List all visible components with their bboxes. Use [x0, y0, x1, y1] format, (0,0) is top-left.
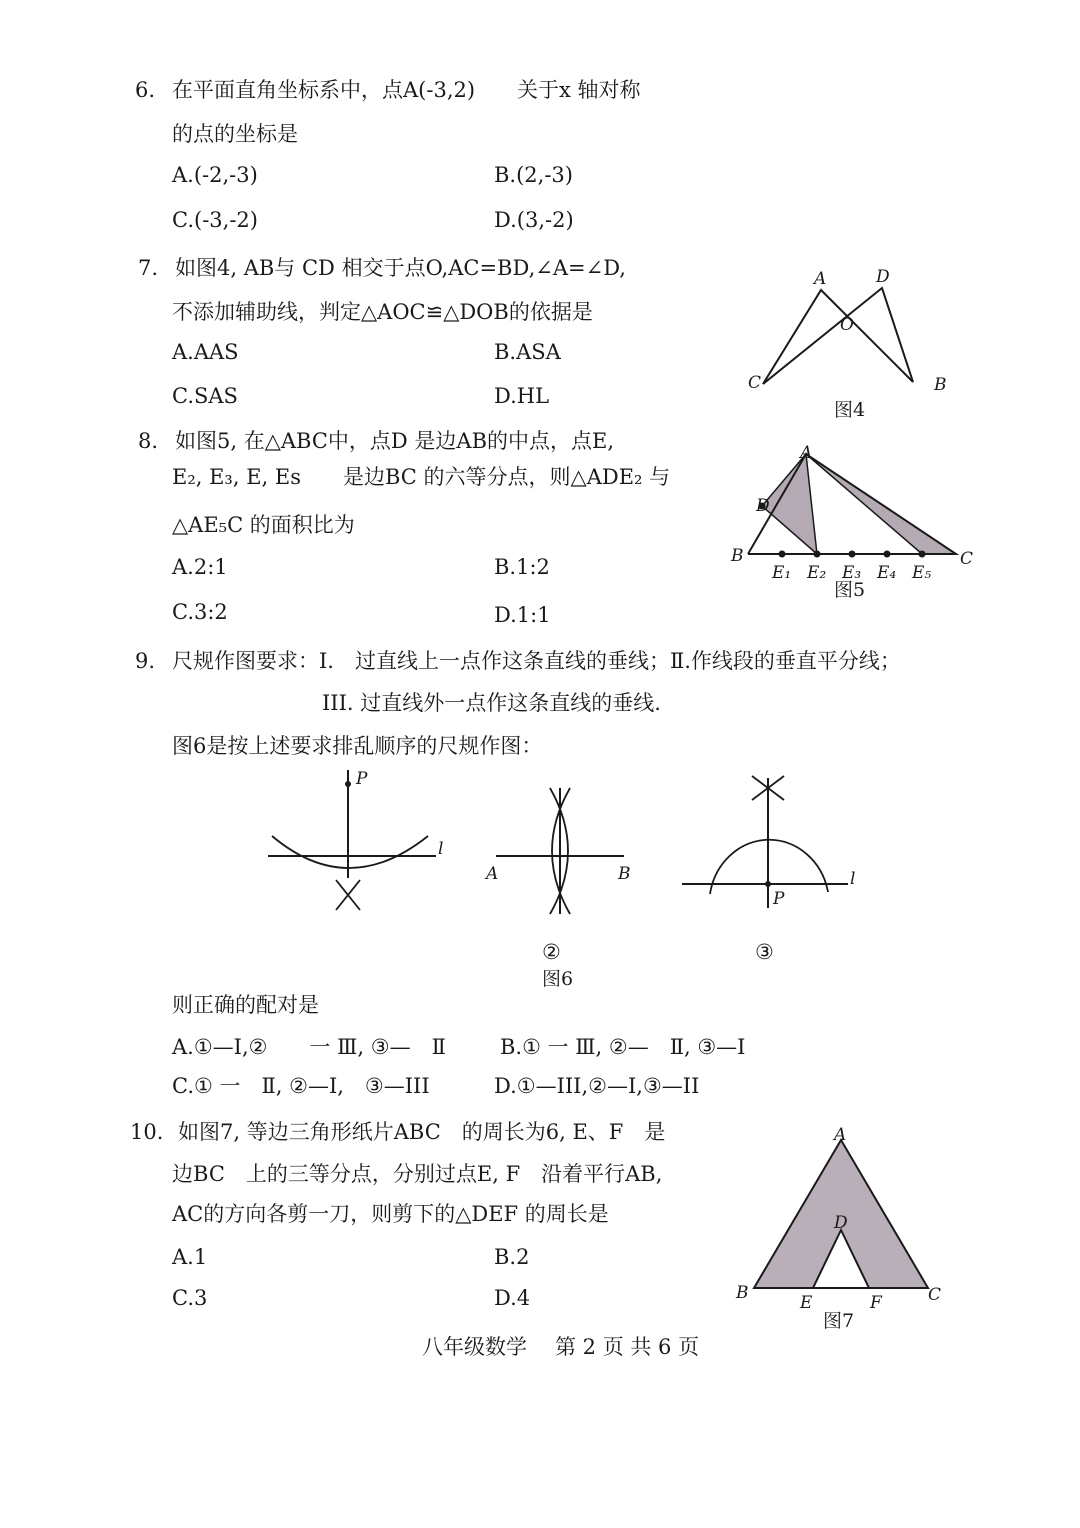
- label-d: D: [756, 496, 770, 516]
- option-b: B.① 一 Ⅲ, ②— Ⅱ, ③—I: [500, 1035, 746, 1059]
- option-d: D.①—III,②—I,③—II: [494, 1074, 700, 1098]
- figure-5-caption: 图5: [834, 579, 866, 601]
- point-e4: [884, 551, 891, 558]
- figure-4-caption: 图4: [834, 399, 866, 421]
- question-number: 10.: [130, 1120, 164, 1144]
- label-e1: E₁: [772, 563, 792, 583]
- sub-label-2: ②: [542, 940, 561, 964]
- label-b: B: [731, 546, 744, 566]
- label-a: A: [800, 443, 813, 463]
- option-b: B.(2,-3): [494, 163, 573, 187]
- option-d: D.HL: [494, 384, 550, 408]
- label-c: C: [960, 549, 974, 569]
- figure-6-construction-1: [262, 760, 462, 920]
- label-e5: E₅: [912, 563, 932, 583]
- label-d: D: [876, 267, 890, 287]
- question-text-line3: AC的方向各剪一刀，则剪下的△DEF 的周长是: [172, 1202, 609, 1226]
- point-e1: [779, 551, 786, 558]
- label-b: B: [618, 864, 631, 884]
- option-a: A.(-2,-3): [172, 163, 258, 187]
- question-text-line2: E₂, E₃, E, Es 是边BC 的六等分点，则△ADE₂ 与: [172, 465, 671, 489]
- option-c: C.3: [172, 1286, 208, 1310]
- option-c: C.(-3,-2): [172, 208, 258, 232]
- figure-7: [730, 1120, 960, 1313]
- question-text-line1: 在平面直角坐标系中，点A(-3,2) 关于x 轴对称: [172, 78, 641, 102]
- question-number: 8.: [138, 429, 159, 453]
- question-number: 6.: [135, 78, 156, 102]
- option-a: A.1: [172, 1245, 208, 1269]
- footer-page-number: 第 2 页 共 6 页: [555, 1335, 700, 1359]
- triangle-ade2: [762, 454, 817, 554]
- option-d: D.1:1: [494, 603, 551, 627]
- figure-6-construction-2: [482, 780, 642, 920]
- figure-7-caption: 图7: [823, 1310, 855, 1332]
- point-e5: [919, 551, 926, 558]
- option-b: B.2: [494, 1245, 530, 1269]
- label-e3: E₃: [842, 563, 862, 583]
- label-p: P: [773, 889, 785, 909]
- question-text-line2: 不添加辅助线，判定△AOC≌△DOB的依据是: [172, 300, 593, 324]
- label-l: l: [438, 839, 444, 859]
- question-text-line3: 图6是按上述要求排乱顺序的尺规作图：: [172, 734, 543, 758]
- figure-6-construction-3: [678, 768, 868, 918]
- label-a: A: [834, 1125, 847, 1145]
- point-e3: [849, 551, 856, 558]
- label-b: B: [736, 1283, 749, 1303]
- label-o: O: [840, 315, 854, 335]
- sub-label-3: ③: [755, 940, 774, 964]
- line-c-d-b: [763, 288, 913, 384]
- label-e: E: [800, 1293, 813, 1313]
- option-c: C.① 一 Ⅱ, ②—I, ③—III: [172, 1074, 430, 1098]
- question-text-line1: 如图7, 等边三角形纸片ABC 的周长为6, E、F 是: [178, 1120, 666, 1144]
- figure-6-caption: 图6: [542, 968, 574, 990]
- question-text-line2: III. 过直线外一点作这条直线的垂线.: [322, 691, 661, 715]
- option-d: D.(3,-2): [494, 208, 574, 232]
- question-text-line2: 边BC 上的三等分点，分别过点E, F 沿着平行AB,: [172, 1162, 663, 1186]
- footer-subject: 八年级数学: [422, 1335, 527, 1359]
- question-text-line2: 的点的坐标是: [172, 122, 298, 146]
- label-e2: E₂: [807, 563, 827, 583]
- label-d: D: [834, 1213, 848, 1233]
- question-text-line3: △AE₅C 的面积比为: [172, 513, 355, 537]
- question-text-line1: 尺规作图要求：I. 过直线上一点作这条直线的垂线；Ⅱ.作线段的垂直平分线；: [172, 649, 901, 673]
- question-text-line1: 如图5, 在△ABC中，点D 是边AB的中点，点E,: [175, 429, 615, 453]
- option-d: D.4: [494, 1286, 531, 1310]
- label-a: A: [814, 269, 827, 289]
- question-text-line4: 则正确的配对是: [172, 993, 319, 1017]
- option-c: C.3:2: [172, 600, 228, 624]
- label-p: P: [356, 769, 368, 789]
- figure-4: [730, 260, 970, 400]
- label-c: C: [928, 1285, 942, 1305]
- label-e4: E₄: [877, 563, 897, 583]
- figure-5: [726, 440, 986, 590]
- option-b: B.1:2: [494, 555, 550, 579]
- line-c-a-b: [763, 290, 913, 384]
- label-a: A: [486, 864, 499, 884]
- question-number: 9.: [135, 649, 156, 673]
- label-l: l: [850, 869, 856, 889]
- option-a: A.2:1: [172, 555, 228, 579]
- point-p: [345, 781, 351, 787]
- option-b: B.ASA: [494, 340, 561, 364]
- option-c: C.SAS: [172, 384, 238, 408]
- option-a: A.AAS: [172, 340, 239, 364]
- question-number: 7.: [138, 256, 159, 280]
- option-a: A.①—I,② 一 Ⅲ, ③— Ⅱ: [172, 1035, 446, 1059]
- arc: [272, 836, 428, 868]
- label-c: C: [748, 373, 762, 393]
- point-e2: [814, 551, 821, 558]
- label-f: F: [870, 1293, 882, 1313]
- label-b: B: [934, 375, 947, 395]
- point-p: [765, 881, 771, 887]
- question-text-line1: 如图4, AB与 CD 相交于点O,AC=BD,∠A=∠D,: [175, 256, 626, 280]
